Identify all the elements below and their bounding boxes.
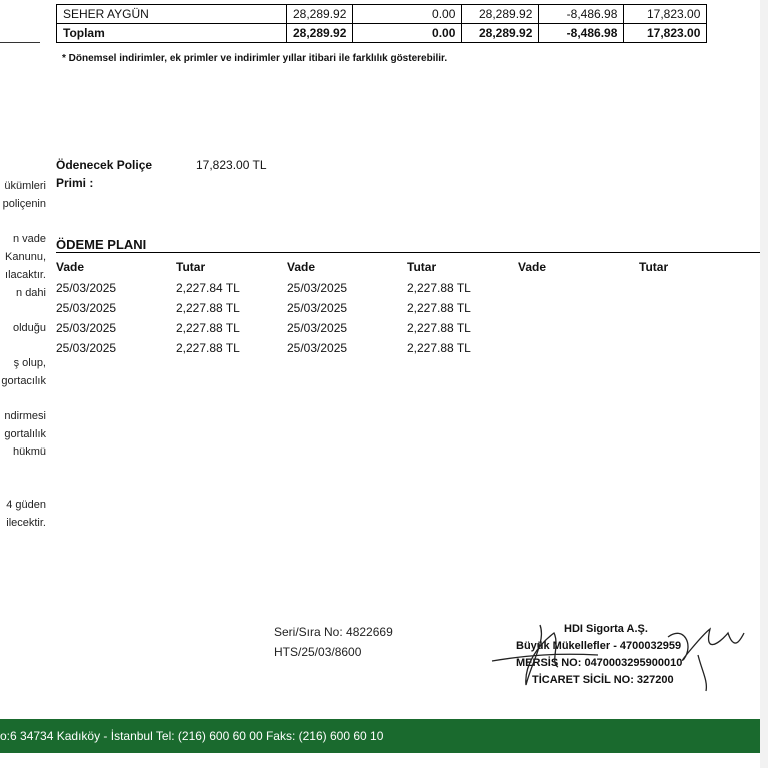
plan-amount: 2,227.84 TL bbox=[176, 281, 240, 295]
plan-header-due-2: Vade bbox=[287, 260, 316, 274]
left-text-fragment: 4 güden bbox=[6, 499, 46, 511]
left-text-fragment: ükümleri bbox=[4, 180, 46, 192]
hts-number: HTS/25/03/8600 bbox=[274, 645, 362, 659]
left-text-fragment: ilecektir. bbox=[6, 517, 46, 529]
total-label: Toplam bbox=[57, 24, 287, 43]
page-edge bbox=[760, 0, 768, 768]
plan-due-date: 25/03/2025 bbox=[56, 341, 117, 355]
plan-due-date: 25/03/2025 bbox=[56, 321, 117, 335]
net-premium: 28,289.92 bbox=[462, 5, 539, 24]
payment-plan-title: ÖDEME PLANI bbox=[56, 237, 147, 252]
table-row bbox=[57, 5, 707, 24]
left-text-fragment: poliçenin bbox=[2, 198, 46, 210]
plan-header-due-1: Vade bbox=[56, 260, 85, 274]
payment-plan-divider bbox=[56, 252, 762, 253]
total-row bbox=[57, 24, 707, 43]
payable-premium-value: 17,823.00 TL bbox=[196, 158, 267, 172]
plan-due-date: 25/03/2025 bbox=[287, 281, 348, 295]
left-text-fragment: n dahi bbox=[16, 287, 46, 299]
left-text-fragment: ndirmesi bbox=[4, 410, 46, 422]
payable-premium: 17,823.00 bbox=[624, 5, 707, 24]
stamp-company: HDI Sigorta A.Ş. bbox=[564, 623, 648, 635]
stamp-taxpayer: Büyük Mükellefler - 4700032959 bbox=[516, 640, 682, 652]
stamp-mersis: MERSİS NO: 0470003295900010 bbox=[516, 657, 683, 669]
left-text-fragment: olduğu bbox=[12, 322, 46, 334]
premium-footnote: * Dönemsel indirimler, ek primler ve indirimler yıllar itibari ile farklılık gösterebilir. bbox=[62, 53, 448, 64]
extra-premium: 0.00 bbox=[353, 5, 462, 24]
plan-header-amount-3: Tutar bbox=[639, 260, 669, 274]
left-text-fragment: gortalılık bbox=[4, 428, 46, 440]
left-text-fragment: gortacılık bbox=[1, 375, 46, 387]
footer-address: o:6 34734 Kadıköy - İstanbul Tel: (216) 600 60 00 Faks: (216) 600 60 10 bbox=[0, 719, 760, 753]
plan-amount: 2,227.88 TL bbox=[407, 281, 471, 295]
plan-due-date: 25/03/2025 bbox=[287, 341, 348, 355]
discount: -8,486.98 bbox=[539, 5, 624, 24]
left-text-fragment: Kanunu, bbox=[5, 251, 46, 263]
plan-amount: 2,227.88 TL bbox=[407, 321, 471, 335]
stamp-trade-registry: TİCARET SİCİL NO: 327200 bbox=[532, 674, 674, 686]
gross-premium: 28,289.92 bbox=[287, 5, 353, 24]
insured-name: SEHER AYGÜN bbox=[57, 5, 287, 24]
plan-amount: 2,227.88 TL bbox=[176, 341, 240, 355]
plan-amount: 2,227.88 TL bbox=[176, 321, 240, 335]
plan-amount: 2,227.88 TL bbox=[407, 301, 471, 315]
serial-number: Seri/Sıra No: 4822669 bbox=[274, 625, 393, 639]
plan-due-date: 25/03/2025 bbox=[287, 321, 348, 335]
total-payable: 17,823.00 bbox=[624, 24, 707, 43]
plan-due-date: 25/03/2025 bbox=[56, 301, 117, 315]
plan-due-date: 25/03/2025 bbox=[56, 281, 117, 295]
plan-header-amount-2: Tutar bbox=[407, 260, 437, 274]
plan-amount: 2,227.88 TL bbox=[176, 301, 240, 315]
total-extra: 0.00 bbox=[353, 24, 462, 43]
plan-due-date: 25/03/2025 bbox=[287, 301, 348, 315]
left-text-fragment: ılacaktır. bbox=[5, 269, 46, 281]
plan-header-amount-1: Tutar bbox=[176, 260, 206, 274]
serial-block bbox=[274, 622, 393, 662]
plan-amount: 2,227.88 TL bbox=[407, 341, 471, 355]
payable-premium-label: Ödenecek Poliçe Primi : bbox=[56, 158, 153, 190]
left-text-fragment: n vade bbox=[12, 233, 46, 245]
signature-icon bbox=[488, 615, 758, 693]
total-net: 28,289.92 bbox=[462, 24, 539, 43]
left-text-fragment: hükmü bbox=[12, 446, 46, 458]
total-discount: -8,486.98 bbox=[539, 24, 624, 43]
plan-header-due-3: Vade bbox=[518, 260, 547, 274]
left-divider bbox=[0, 42, 40, 43]
left-text-fragment: ş olup, bbox=[13, 357, 46, 369]
premium-table bbox=[56, 4, 707, 43]
total-gross: 28,289.92 bbox=[287, 24, 353, 43]
